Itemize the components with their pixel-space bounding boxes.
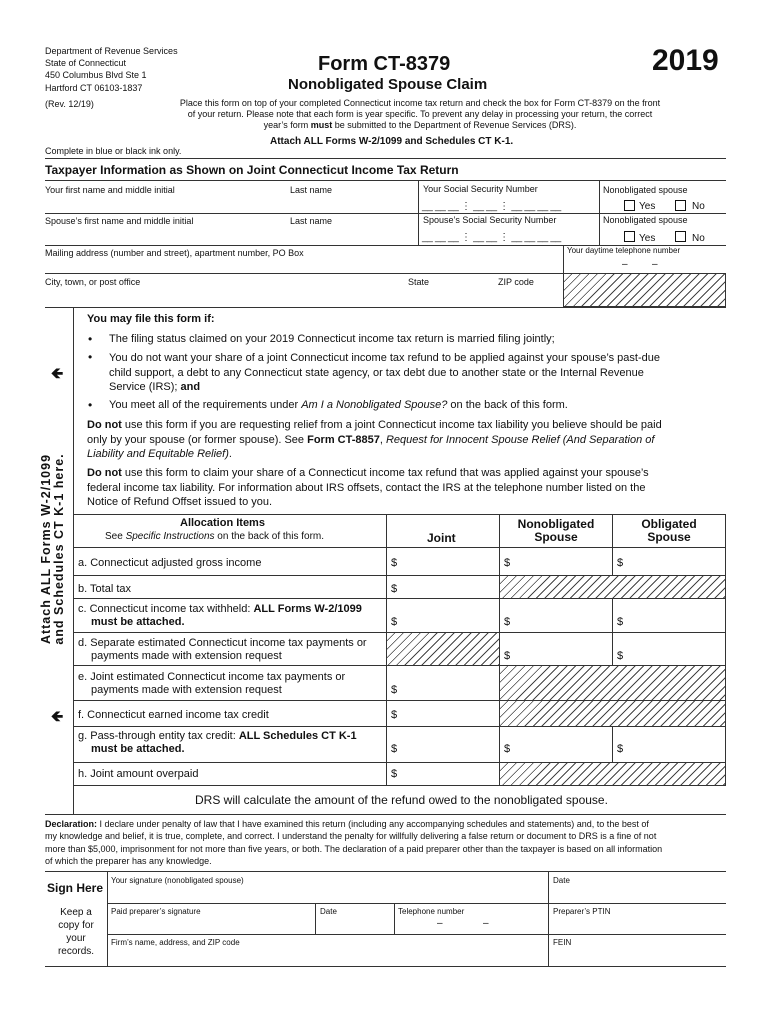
text-line: Notice of Refund Offset issued to you.	[87, 496, 273, 508]
firm-label: Firm’s name, address, and ZIP code	[111, 938, 240, 947]
rule	[45, 180, 726, 181]
text-line: more than $5,000, imprisonment for not more than five years, or both. The declaration of a paid preparer other than the taxpayer is based on all information	[45, 843, 663, 854]
shaded-cell	[499, 665, 726, 701]
text-line: copy for	[58, 920, 94, 931]
no-checkbox[interactable]	[675, 200, 686, 211]
rule	[45, 966, 726, 967]
allocation-subtitle	[105, 531, 324, 542]
text-line: records.	[57, 946, 95, 957]
sign-here: Sign Here	[47, 881, 104, 895]
row-a-label: a. Connecticut adjusted gross income	[78, 557, 262, 569]
text-line	[87, 466, 649, 481]
shaded-cell	[499, 762, 726, 786]
zip-label: ZIP code	[498, 277, 534, 287]
text-line: child support, a debt to any Connecticut state agency, or tax debt due to another state or the Internal Revenue	[109, 366, 644, 379]
row-b-label: b. Total tax	[78, 583, 131, 595]
yes-label: Yes	[639, 233, 656, 244]
instruction-line	[140, 120, 700, 131]
rule	[74, 547, 726, 548]
text-line: Keep a	[60, 907, 92, 918]
text-italic: Liability and Equitable Relief)	[87, 448, 229, 460]
dollar-sign: $	[391, 583, 398, 595]
rule	[394, 903, 395, 934]
sidebar-border	[73, 307, 74, 815]
eligibility-bullet-1: The filing status claimed on your 2019 Connecticut income tax return is married filing jointly;	[109, 333, 555, 345]
sidebar-line: and Schedules CT K-1 here.	[52, 453, 66, 645]
sidebar-text-wrap	[40, 419, 66, 679]
row-h-joint-input[interactable]	[400, 768, 495, 782]
agency-line: State of Connecticut	[45, 58, 127, 69]
rule	[45, 814, 726, 815]
spouse-last-name-label: Last name	[290, 216, 333, 226]
signature-date-input[interactable]	[553, 888, 723, 902]
text-line	[78, 603, 362, 616]
mailing-input[interactable]	[45, 260, 555, 274]
row-c-nonobligated-input[interactable]	[513, 616, 608, 630]
phone-dash: –	[437, 918, 443, 929]
instruction-line: of your return. Please note that each form is year specific. To prevent any delay in processing your return, the correct	[187, 109, 653, 119]
agency-line: Department of Revenue Services	[45, 46, 178, 56]
drs-note: DRS will calculate the amount of the refund owed to the nonobligated spouse.	[195, 793, 608, 807]
row-f-label: f. Connecticut earned income tax credit	[78, 709, 269, 721]
text-bold: Form CT-8857	[307, 433, 380, 446]
row-a-nonobligated-input[interactable]	[513, 557, 608, 571]
ink-note: Complete in blue or black ink only.	[45, 146, 182, 156]
dollar-sign: $	[391, 743, 398, 755]
mailing-label: Mailing address (number and street), apartment number, PO Box	[45, 248, 304, 258]
text-line: Nonobligated	[517, 517, 595, 531]
text-bold: ALL Schedules CT K-1	[238, 730, 357, 742]
rule	[45, 307, 726, 308]
row-g-joint-input[interactable]	[400, 743, 495, 757]
row-d-obligated-input[interactable]	[626, 650, 721, 664]
spouse-ssn-input[interactable]: __ __ __ ⋮ __ __ ⋮ __ __ __ __	[422, 232, 561, 243]
ssn-input[interactable]: __ __ __ ⋮ __ __ ⋮ __ __ __ __	[422, 201, 561, 212]
state-label: State	[408, 277, 430, 287]
rule	[548, 871, 549, 966]
revision-date: (Rev. 12/19)	[45, 99, 94, 109]
dollar-sign: $	[617, 557, 624, 569]
preparer-date-input[interactable]	[320, 919, 390, 933]
dollar-sign: $	[504, 557, 511, 569]
text-line: your	[66, 933, 86, 944]
text-line: of which the preparer has any knowledge.	[45, 855, 212, 866]
shaded-cell	[499, 575, 726, 599]
phone-dash: –	[622, 259, 628, 270]
spouse-nonobligated-label: Nonobligated spouse	[603, 215, 688, 225]
ptin-input[interactable]	[553, 919, 723, 933]
no-label: No	[692, 233, 705, 244]
shaded-area	[563, 273, 726, 307]
do-not-paragraph-1	[87, 418, 662, 462]
eligibility-heading: You may file this form if:	[87, 313, 215, 325]
text-bold: ALL Forms W-2/1099	[253, 603, 362, 615]
text-line: Spouse	[647, 530, 691, 544]
instr-text: year’s form	[263, 120, 311, 130]
text: See	[105, 531, 126, 542]
text: .	[228, 448, 232, 460]
text-line	[87, 447, 662, 462]
text: use this form if you are requesting relief from a joint Connecticut income tax liability you believe should be paid	[121, 419, 662, 431]
text: I declare under penalty of law that I have examined this return (including any accompanying schedules and statements) and, to the best of	[97, 819, 649, 829]
tax-year: 2019	[652, 44, 719, 77]
row-c-joint-input[interactable]	[400, 616, 495, 630]
dollar-sign: $	[617, 743, 624, 755]
text-bold: must be attached.	[91, 743, 185, 755]
allocation-title: Allocation Items	[180, 517, 265, 529]
do-not: Do not	[87, 419, 122, 431]
col-obligated-header	[613, 518, 725, 544]
agency-line: 450 Columbus Blvd Ste 1	[45, 70, 147, 81]
dollar-sign: $	[504, 743, 511, 755]
text-line: Spouse	[534, 530, 578, 544]
city-label: City, town, or post office	[45, 277, 141, 287]
attach-arrow-icon: 🡸	[51, 708, 64, 725]
text-line	[87, 418, 662, 433]
instruction-line: Place this form on top of your completed Connecticut income tax return and check the box for Form CT-8379 on the front	[179, 98, 661, 108]
dollar-sign: $	[617, 616, 624, 628]
ptin-label: Preparer’s PTIN	[553, 907, 611, 916]
text-italic: Specific Instructions	[125, 531, 215, 542]
no-label: No	[692, 201, 705, 212]
first-name-label: Your first name and middle initial	[45, 185, 175, 195]
text-bold: must be attached.	[91, 616, 185, 628]
declaration	[45, 818, 730, 867]
last-name-label: Last name	[290, 185, 333, 195]
text: ,	[379, 433, 386, 446]
dollar-sign: $	[391, 557, 398, 569]
preparer-date-label: Date	[320, 907, 337, 916]
eligibility-bullet-2	[109, 351, 660, 395]
agency-address	[45, 45, 178, 94]
instr-text: be submitted to the Department of Revenue Services (DRS).	[332, 120, 577, 130]
row-h-label: h. Joint amount overpaid	[78, 768, 199, 780]
text-italic: Request for Innocent Spouse Relief (And Separation of	[385, 433, 655, 446]
rule	[107, 934, 726, 935]
keep-copy-note	[45, 906, 107, 958]
firm-input[interactable]	[111, 950, 541, 964]
rule	[107, 871, 108, 966]
dollar-sign: $	[504, 616, 511, 628]
row-b-joint-input[interactable]	[400, 583, 495, 597]
rule	[107, 903, 726, 904]
dollar-sign: $	[504, 650, 511, 662]
instr-must: must	[310, 120, 333, 130]
rule	[45, 213, 726, 214]
dollar-sign: $	[391, 684, 398, 696]
telephone-label: Telephone number	[398, 907, 465, 916]
bullet: •	[88, 332, 93, 346]
text-line	[78, 730, 357, 743]
attach-arrow-icon: 🡸	[51, 365, 64, 382]
first-name-input[interactable]	[45, 198, 285, 212]
form-subtitle: Nonobligated Spouse Claim	[288, 76, 488, 93]
col-nonobligated-header	[500, 518, 612, 544]
col-line	[725, 514, 726, 785]
preparer-telephone-input[interactable]	[398, 919, 543, 933]
text: You meet all of the requirements under	[109, 399, 302, 411]
dollar-sign: $	[391, 709, 398, 721]
text: on the back of this form.	[447, 399, 568, 411]
preparer-signature-label: Paid preparer’s signature	[111, 907, 201, 916]
dollar-sign: $	[391, 768, 398, 780]
header-rule	[45, 158, 726, 159]
form-title: Form CT-8379	[318, 53, 451, 75]
text-line: federal income tax liability. For information about IRS offsets, contact the IRS at the telephone number listed on the	[87, 481, 646, 494]
sidebar-line: Attach ALL Forms W-2/1099	[39, 453, 53, 645]
rule	[45, 871, 726, 872]
row-e-joint-input[interactable]	[400, 684, 495, 698]
phone-label: Your daytime telephone number	[567, 246, 681, 255]
text-line	[87, 433, 662, 448]
text: only by your spouse (or former spouse). See	[87, 433, 308, 446]
shaded-cell	[499, 700, 726, 727]
spouse-first-name-label: Spouse’s first name and middle initial	[45, 216, 194, 226]
fein-input[interactable]	[553, 950, 723, 964]
col-joint-header: Joint	[427, 531, 456, 545]
ssn-label: Your Social Security Number	[423, 184, 538, 194]
row-d-label	[78, 637, 367, 663]
row-g-label	[78, 730, 357, 756]
text-line: d. Separate estimated Connecticut income tax payments or	[78, 637, 367, 649]
text: use this form to claim your share of a Connecticut income tax refund that was applied against your spouse’s	[121, 467, 649, 479]
preparer-signature-input[interactable]	[111, 919, 311, 933]
row-c-obligated-input[interactable]	[626, 616, 721, 630]
text-line: Obligated	[641, 517, 697, 531]
text-line	[78, 743, 357, 756]
text: g. Pass-through entity tax credit:	[78, 730, 239, 742]
text-line: my knowledge and belief, it is true, complete, and correct. I understand the penalty for willfully delivering a false return or document to DRS is a fine of not	[45, 831, 657, 842]
last-name-input[interactable]	[290, 198, 415, 212]
row-f-joint-input[interactable]	[400, 709, 495, 723]
text: c. Connecticut income tax withheld:	[78, 603, 254, 615]
text-line	[78, 616, 362, 629]
col-line	[612, 514, 613, 785]
text: Service (IRS);	[109, 381, 181, 393]
do-not-paragraph-2	[87, 466, 649, 510]
bullet: •	[88, 350, 93, 364]
text-italic: Am I a Nonobligated Spouse?	[301, 399, 448, 411]
text-line: You do not want your share of a joint Connecticut income tax refund to be applied against your spouse’s past-due	[109, 352, 660, 364]
spouse-first-name-input[interactable]	[45, 229, 285, 243]
row-c-label	[78, 603, 362, 629]
text-line: payments made with extension request	[91, 650, 282, 662]
spouse-no-checkbox[interactable]	[675, 231, 686, 242]
rule	[315, 903, 316, 934]
spouse-ssn-label: Spouse’s Social Security Number	[423, 215, 557, 225]
row-d-nonobligated-input[interactable]	[513, 650, 608, 664]
do-not: Do not	[87, 467, 122, 479]
phone-input[interactable]	[567, 258, 722, 272]
fein-label: FEIN	[553, 938, 572, 947]
dollar-sign: $	[617, 650, 624, 662]
yes-label: Yes	[639, 201, 656, 212]
section-title-taxpayer: Taxpayer Information as Shown on Joint Connecticut Income Tax Return	[45, 163, 459, 177]
your-signature-input[interactable]	[111, 888, 541, 902]
row-g-nonobligated-input[interactable]	[513, 743, 608, 757]
yes-checkbox[interactable]	[624, 200, 635, 211]
bullet: •	[88, 398, 93, 412]
row-a-joint-input[interactable]	[400, 557, 495, 571]
row-a-obligated-input[interactable]	[626, 557, 721, 571]
text-line	[109, 380, 660, 395]
text-and: and	[180, 381, 201, 393]
your-signature-label: Your signature (nonobligated spouse)	[111, 876, 244, 885]
rule	[74, 514, 726, 515]
attach-notice: Attach ALL Forms W-2/1099 and Schedules CT K-1.	[270, 136, 514, 147]
date-label: Date	[553, 876, 570, 885]
row-e-label	[78, 671, 345, 697]
text: on the back of this form.	[214, 531, 325, 542]
instructions	[140, 98, 700, 131]
declaration-label: Declaration:	[45, 819, 98, 829]
phone-dash: –	[652, 259, 658, 270]
eligibility-bullet-3	[109, 399, 568, 411]
dollar-sign: $	[391, 616, 398, 628]
spouse-last-name-input[interactable]	[290, 229, 415, 243]
text-line: payments made with extension request	[91, 684, 282, 696]
spouse-yes-checkbox[interactable]	[624, 231, 635, 242]
nonobligated-label: Nonobligated spouse	[603, 185, 688, 195]
text-line	[45, 818, 730, 830]
row-g-obligated-input[interactable]	[626, 743, 721, 757]
agency-line: Hartford CT 06103-1837	[45, 82, 143, 93]
phone-dash: –	[483, 918, 489, 929]
text-line: e. Joint estimated Connecticut income tax payments or	[78, 671, 346, 683]
shaded-cell	[386, 632, 500, 666]
